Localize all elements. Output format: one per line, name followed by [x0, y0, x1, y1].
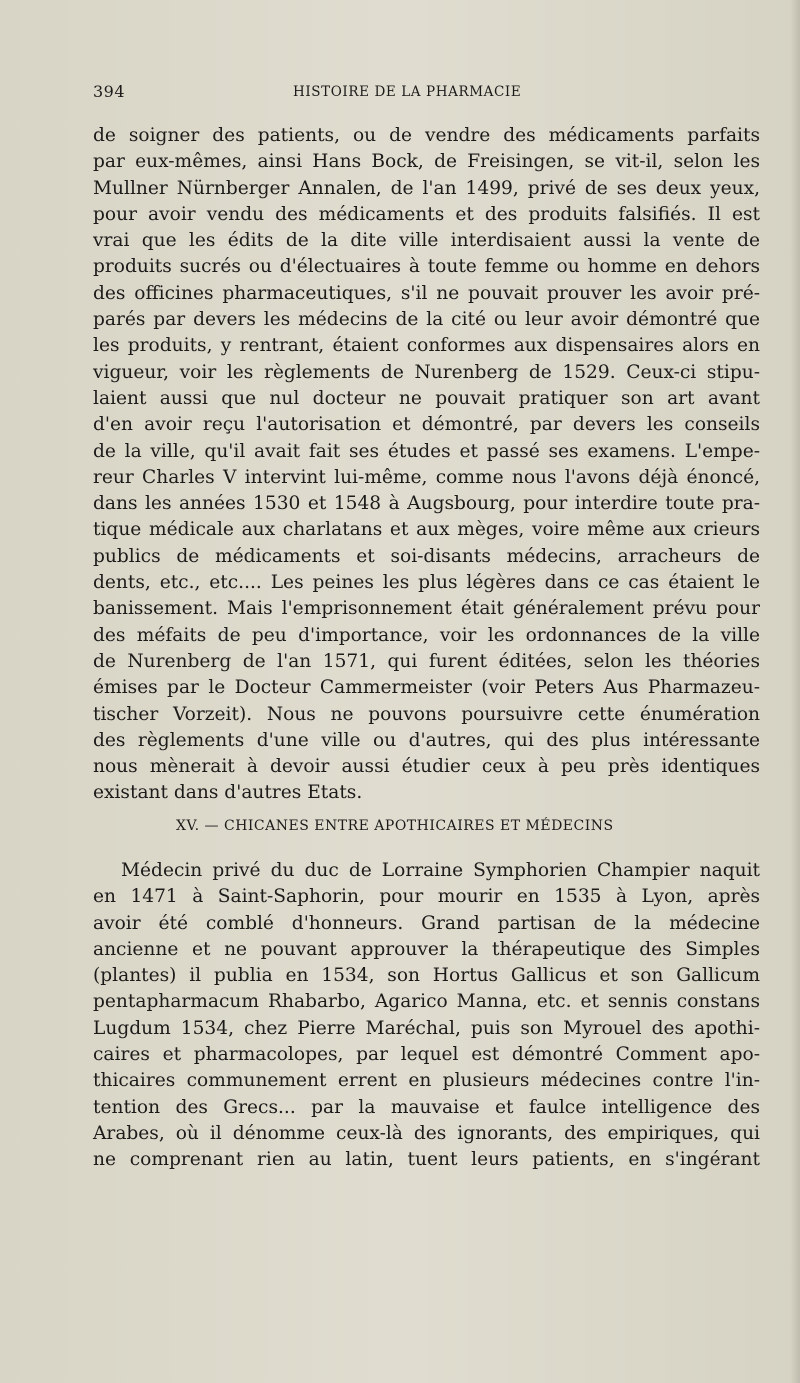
text-line: émises par le Docteur Cammermeister (voir Peters Aus Pharmazeu- [93, 677, 760, 699]
text-line: existant dans d'autres Etats. [93, 782, 363, 804]
text-line: nous mènerait à devoir aussi étudier ceux à peu près identiques [93, 756, 760, 778]
running-title: HISTOIRE DE LA PHARMACIE [293, 84, 522, 100]
text-line: pentapharmacum Rhabarbo, Agarico Manna, etc. et sennis constans [93, 991, 760, 1013]
text-line: dents, etc., etc.... Les peines les plus légères dans ce cas étaient le [93, 572, 760, 594]
text-line: tention des Grecs... par la mauvaise et faulce intelligence des [93, 1096, 760, 1118]
text-line: de la ville, qu'il avait fait ses études et passé ses examens. L'empe- [93, 440, 760, 462]
page-number: 394 [93, 82, 126, 101]
text-line: par eux-mêmes, ainsi Hans Bock, de Freisingen, se vit-il, selon les [93, 151, 760, 173]
paragraph-2 [93, 858, 760, 1174]
text-line: laient aussi que nul docteur ne pouvait pratiquer son art avant [93, 387, 760, 409]
text-line: en 1471 à Saint-Saphorin, pour mourir en 1535 à Lyon, après [93, 886, 760, 908]
text-line: Médecin privé du duc de Lorraine Symphorien Champier naquit [121, 860, 760, 881]
text-line: dans les années 1530 et 1548 à Augsbourg, pour interdire toute pra- [93, 493, 760, 515]
section-heading: XV. — CHICANES ENTRE APOTHICAIRES ET MÉDECINS [176, 818, 614, 834]
text-line: tischer Vorzeit). Nous ne pouvons poursuivre cette énumération [93, 703, 760, 725]
text-line: Lugdum 1534, chez Pierre Maréchal, puis son Myrouel des apothi- [93, 1017, 760, 1039]
text-line: les produits, y rentrant, étaient conformes aux dispensaires alors en [93, 335, 760, 357]
page-edge-shadow [790, 0, 800, 1383]
text-line: vigueur, voir les règlements de Nurenberg de 1529. Ceux-ci stipu- [93, 361, 760, 383]
text-line: avoir été comblé d'honneurs. Grand partisan de la médecine [93, 912, 760, 934]
text-line: vrai que les édits de la dite ville interdisaient aussi la vente de [93, 230, 760, 252]
text-line: d'en avoir reçu l'autorisation et démontré, par devers les conseils [93, 414, 760, 436]
text-line: publics de médicaments et soi-disants médecins, arracheurs de [93, 545, 760, 567]
text-line: thicaires communement errent en plusieurs médecines contre l'in- [93, 1070, 760, 1092]
text-line: banissement. Mais l'emprisonnement était généralement prévu pour [93, 598, 760, 620]
text-line: produits sucrés ou d'électuaires à toute femme ou homme en dehors [93, 256, 760, 278]
text-line: Arabes, où il dénomme ceux-là des ignorants, des empiriques, qui [93, 1122, 760, 1144]
text-line: parés par devers les médecins de la cité ou leur avoir démontré que [93, 309, 760, 331]
text-line: tique médicale aux charlatans et aux mèges, voire même aux crieurs [93, 519, 760, 541]
text-line: reur Charles V intervint lui-même, comme nous l'avons déjà énoncé, [93, 466, 760, 488]
text-line: des méfaits de peu d'importance, voir les ordonnances de la ville [93, 624, 760, 646]
text-line: de Nurenberg de l'an 1571, qui furent éditées, selon les théories [93, 650, 760, 672]
text-line: des officines pharmaceutiques, s'il ne pouvait prouver les avoir pré- [93, 282, 760, 304]
text-line: de soigner des patients, ou de vendre des médicaments parfaits [93, 125, 760, 146]
text-line: ne comprenant rien au latin, tuent leurs patients, en s'ingérant [93, 1149, 760, 1171]
text-line: des règlements d'une ville ou d'autres, qui des plus intéressante [93, 729, 760, 751]
text-line: pour avoir vendu des médicaments et des produits falsifiés. Il est [93, 203, 760, 225]
text-line: caires et pharmacolopes, par lequel est démontré Comment apo- [93, 1044, 760, 1066]
page-header [93, 80, 760, 104]
text-line: Mullner Nürnberger Annalen, de l'an 1499, privé de ses deux yeux, [93, 177, 760, 199]
paragraph-1 [93, 123, 760, 807]
text-line: ancienne et ne pouvant approuver la thérapeutique des Simples [93, 938, 760, 960]
text-line: (plantes) il publia en 1534, son Hortus Gallicus et son Gallicum [93, 965, 760, 987]
